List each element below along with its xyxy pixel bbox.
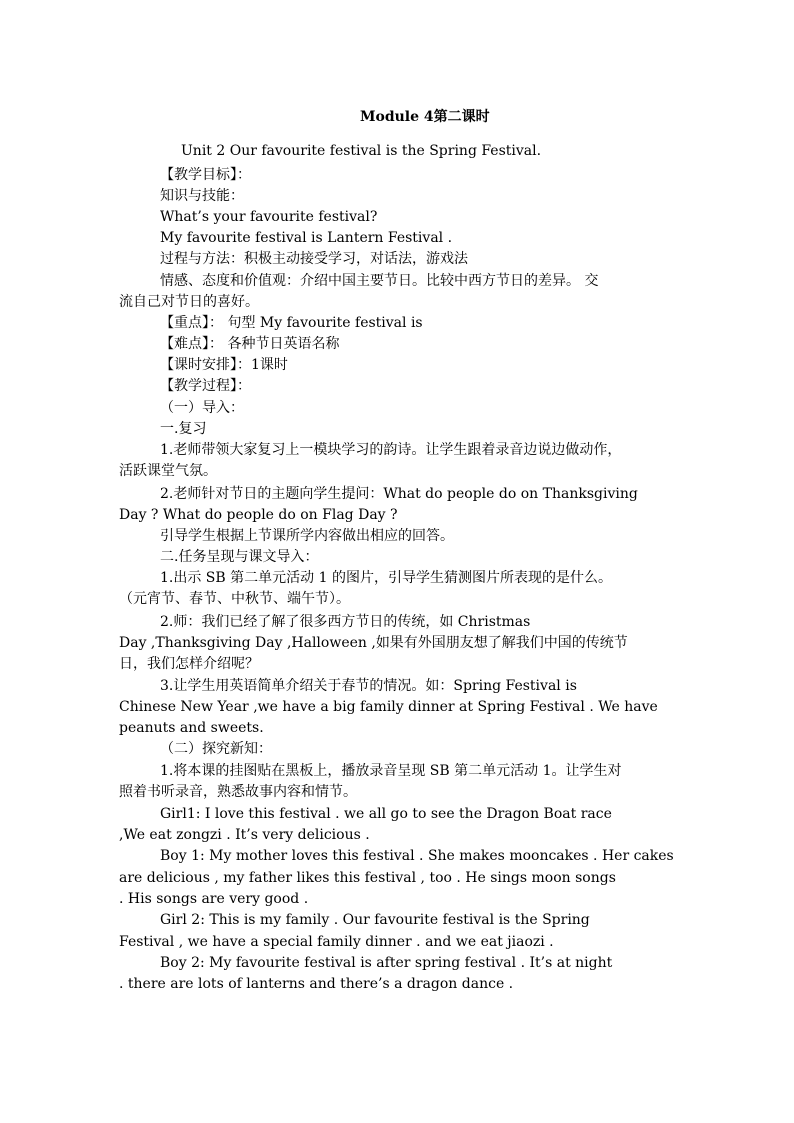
text-line: 1.老师带领大家复习上一模块学习的韵诗。让学生跟着录音边说边做动作，	[160, 442, 622, 458]
text-line: 过程与方法：积极主动接受学习，对话法，游戏法	[160, 251, 468, 267]
text-line: （元宵节、春节、中秋节、端午节）。	[119, 591, 350, 607]
text-line: 一.复习	[160, 421, 207, 437]
text-line: are delicious , my father likes this festival , too . He sings moon songs	[119, 870, 616, 886]
page-title: Module 4第二课时	[360, 109, 490, 125]
text-line: 活跃课堂气氛。	[119, 463, 217, 479]
text-line: 【课时安排】：1课时	[160, 357, 288, 373]
text-line: Boy 1: My mother loves this festival . She makes mooncakes . Her cakes	[160, 848, 674, 864]
text-line: 【教学过程】：	[160, 378, 251, 394]
text-line: （一）导入：	[160, 400, 244, 416]
text-line: 情感、态度和价值观：介绍中国主要节日。比较中西方节日的差异。 交	[160, 273, 599, 289]
text-line: 日，我们怎样介绍呢？	[119, 656, 259, 672]
text-line: 1.将本课的挂图贴在黑板上，播放录音呈现 SB 第二单元活动 1。让学生对	[160, 763, 622, 779]
unit-title: Unit 2 Our favourite festival is the Spring Festival.	[181, 143, 542, 159]
text-line: 照着书听录音，熟悉故事内容和情节。	[119, 784, 357, 800]
text-line: （二）探究新知：	[160, 741, 272, 757]
text-line: Chinese New Year ,we have a big family dinner at Spring Festival . We have	[119, 699, 658, 715]
text-line: 2.老师针对节日的主题向学生提问：What do people do on Thanksgiving	[160, 486, 638, 502]
text-line: What’s your favourite festival?	[160, 209, 378, 225]
text-line: 【难点】： 各种节日英语名称	[160, 336, 340, 352]
text-line: 引导学生根据上节课所学内容做出相应的回答。	[160, 528, 454, 544]
text-line: 二.任务呈现与课文导入：	[160, 549, 319, 565]
text-line: . His songs are very good .	[119, 891, 309, 907]
text-line: ,We eat zongzi . It’s very delicious .	[119, 827, 370, 843]
text-line: Girl 2: This is my family . Our favourite festival is the Spring	[160, 912, 590, 928]
text-line: Festival , we have a special family dinner . and we eat jiaozi .	[119, 934, 554, 950]
text-line: 知识与技能：	[160, 188, 244, 204]
text-line: 3.让学生用英语简单介绍关于春节的情况。如：Spring Festival is	[160, 678, 577, 694]
text-line: 2.师：我们已经了解了很多西方节日的传统，如 Christmas	[160, 614, 531, 630]
text-line: My favourite festival is Lantern Festival .	[160, 230, 453, 246]
text-line: 1.出示 SB 第二单元活动 1 的图片，引导学生猜测图片所表现的是什么。	[160, 570, 612, 586]
text-line: Day ? What do people do on Flag Day ?	[119, 507, 398, 523]
text-line: 【教学目标】：	[160, 167, 251, 183]
text-line: . there are lots of lanterns and there’s a dragon dance .	[119, 976, 514, 992]
text-line: Day ,Thanksgiving Day ,Halloween ,如果有外国朋友想了解我们中国的传统节	[119, 635, 628, 651]
text-line: Boy 2: My favourite festival is after spring festival . It’s at night	[160, 955, 613, 971]
text-line: 【重点】： 句型 My favourite festival is	[160, 315, 423, 331]
text-line: peanuts and sweets.	[119, 720, 264, 736]
text-line: Girl1: I love this festival . we all go to see the Dragon Boat race	[160, 806, 612, 822]
text-line: 流自己对节日的喜好。	[119, 294, 259, 310]
